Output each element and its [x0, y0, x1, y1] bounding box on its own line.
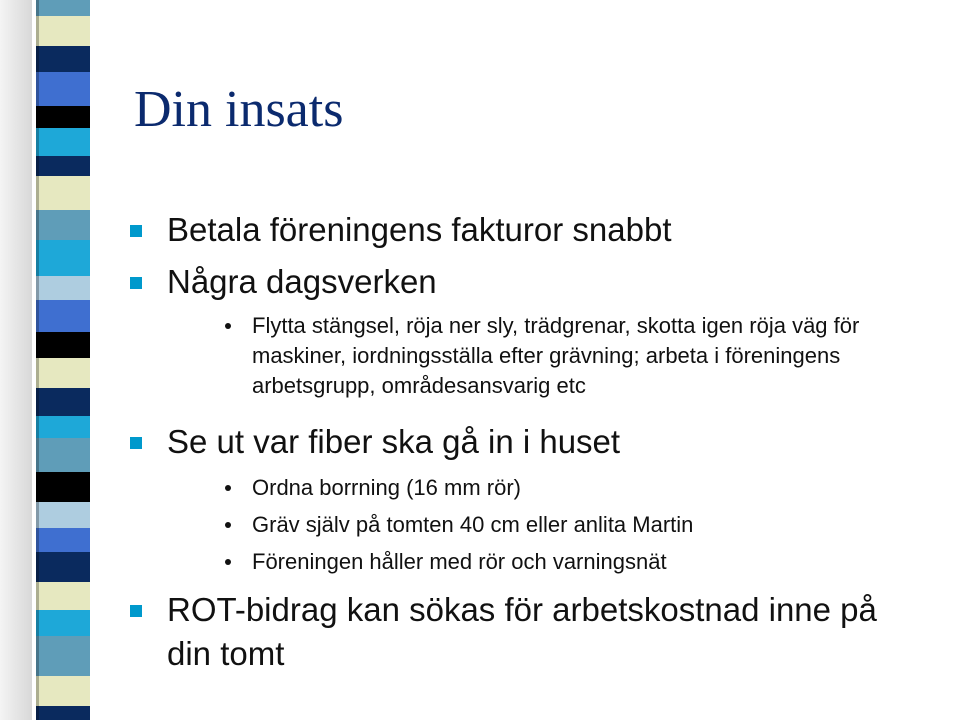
bullet-item-level2: [225, 473, 925, 503]
stripe-band-edge: [36, 0, 39, 720]
stripe-block: [36, 46, 90, 72]
stripe-block: [36, 276, 90, 300]
bullet-text: Några dagsverken: [167, 263, 437, 300]
round-bullet-icon: [225, 522, 231, 528]
stripe-block: [36, 176, 90, 210]
square-bullet-icon: [130, 277, 142, 289]
stripe-block: [36, 676, 90, 706]
bullet-item-level2: [225, 547, 925, 577]
stripe-block: [36, 438, 90, 472]
stripe-block: [36, 16, 90, 46]
stripe-block: [36, 552, 90, 582]
square-bullet-icon: [130, 437, 142, 449]
round-bullet-icon: [225, 485, 231, 491]
stripe-block: [36, 502, 90, 528]
left-shadow: [0, 0, 32, 720]
stripe-block: [36, 528, 90, 552]
stripe-block: [36, 128, 90, 156]
stripe-block: [36, 106, 90, 128]
stripe-block: [36, 610, 90, 636]
bullet-item-level1: [130, 208, 930, 252]
bullet-text: Betala föreningens fakturor snabbt: [167, 211, 672, 248]
bullet-item-level1: [130, 588, 920, 676]
stripe-block: [36, 358, 90, 388]
stripe-block: [36, 240, 90, 276]
bullet-text: Se ut var fiber ska gå in i huset: [167, 423, 621, 460]
stripe-block: [36, 660, 90, 676]
slide-title: Din insats: [134, 81, 344, 138]
bullet-text: Föreningen håller med rör och varningsnät: [252, 549, 667, 574]
stripe-block: [36, 636, 90, 660]
square-bullet-icon: [130, 605, 142, 617]
decorative-stripe-band: [36, 0, 90, 720]
bullet-text: Flytta stängsel, röja ner sly, trädgrenar, skotta igen röja väg för maskiner, iordningsställa efter grävning; arbeta i föreningens arbetsgrupp, områdesansvarig etc: [252, 313, 860, 398]
bullet-item-level2: [225, 510, 925, 540]
bullet-text: Gräv själv på tomten 40 cm eller anlita Martin: [252, 512, 694, 537]
stripe-block: [36, 706, 90, 720]
stripe-block: [36, 416, 90, 438]
bullet-text: ROT-bidrag kan sökas för arbetskostnad inne på din tomt: [167, 591, 877, 672]
stripe-block: [36, 388, 90, 416]
stripe-block: [36, 332, 90, 358]
bullet-item-level1: [130, 420, 930, 464]
stripe-block: [36, 300, 90, 332]
stripe-block: [36, 72, 90, 106]
stripe-block: [36, 0, 90, 16]
stripe-block: [36, 210, 90, 240]
bullet-item-level2: [225, 311, 865, 401]
round-bullet-icon: [225, 559, 231, 565]
stripe-block: [36, 156, 90, 176]
round-bullet-icon: [225, 323, 231, 329]
square-bullet-icon: [130, 225, 142, 237]
bullet-text: Ordna borrning (16 mm rör): [252, 475, 521, 500]
bullet-item-level1: [130, 260, 930, 304]
stripe-block: [36, 582, 90, 610]
stripe-block: [36, 472, 90, 502]
slide-content: [130, 0, 940, 720]
